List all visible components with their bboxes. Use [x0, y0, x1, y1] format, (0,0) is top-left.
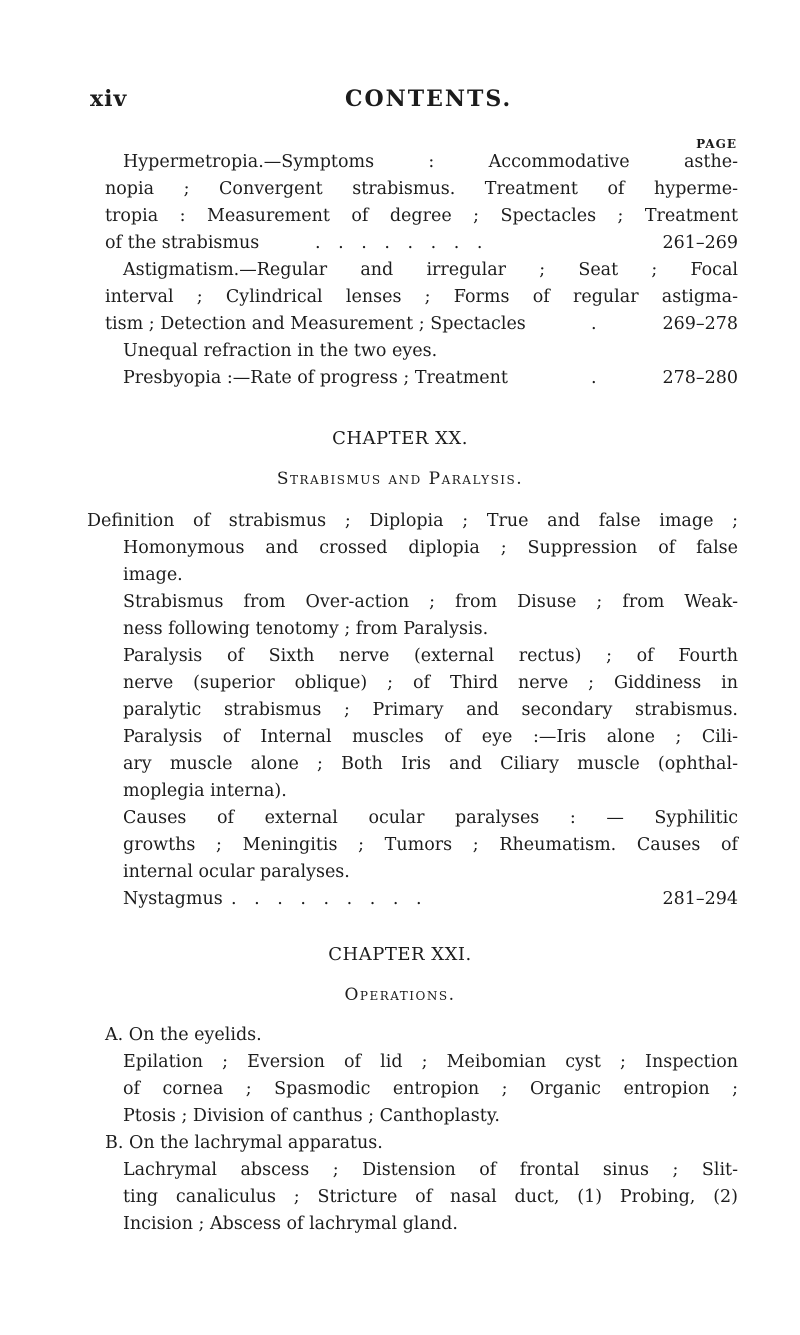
toc-line: ting canaliculus ; Stricture of nasal duct, (1) Probing, (2) — [123, 1187, 738, 1207]
page-range: 281–294 — [662, 889, 738, 909]
toc-line: Lachrymal abscess ; Distension of frontal sinus ; Slit- — [123, 1160, 738, 1180]
toc-line: Strabismus from Over-action ; from Disuse ; from Weak- — [123, 592, 738, 612]
toc-line: internal ocular paralyses. — [123, 862, 350, 882]
leader-dots: . — [591, 314, 597, 334]
toc-line: ness following tenotomy ; from Paralysis. — [123, 619, 489, 639]
toc-line: tropia : Measurement of degree ; Spectacles ; Treatment — [105, 206, 738, 226]
toc-entry — [105, 311, 738, 338]
toc-entry-text: Presbyopia :—Rate of progress ; Treatment — [123, 368, 508, 388]
leader-dots: . . . . . . . . — [315, 233, 489, 253]
toc-line: Ptosis ; Division of canthus ; Canthoplasty. — [123, 1106, 500, 1126]
leader-dots: . . . . . . . . . — [231, 889, 428, 909]
page-number: xiv — [90, 86, 128, 112]
leader-dots: . — [591, 368, 597, 388]
toc-line: image. — [123, 565, 183, 585]
toc-line: Paralysis of Internal muscles of eye :—Iris alone ; Cili- — [123, 727, 738, 747]
toc-line: Hypermetropia.—Symptoms : Accommodative asthe- — [123, 152, 738, 172]
section-heading: A. On the eyelids. — [105, 1025, 262, 1045]
toc-entry — [105, 230, 738, 257]
chapter-subtitle: Strabismus and Paralysis. — [276, 469, 524, 489]
toc-line: growths ; Meningitis ; Tumors ; Rheumatism. Causes of — [123, 835, 738, 855]
running-header — [90, 86, 740, 116]
toc-line: Epilation ; Eversion of lid ; Meibomian cyst ; Inspection — [123, 1052, 738, 1072]
toc-entry-text: of the strabismus — [105, 233, 260, 253]
toc-line: moplegia interna). — [123, 781, 287, 801]
toc-line: Incision ; Abscess of lachrymal gland. — [123, 1214, 458, 1234]
page-range: 261–269 — [662, 233, 738, 253]
toc-entry — [123, 886, 738, 913]
toc-line: Causes of external ocular paralyses : — Syphilitic — [123, 808, 738, 828]
chapter-heading: CHAPTER XX. — [332, 428, 468, 449]
toc-line: nopia ; Convergent strabismus. Treatment of hyperme- — [105, 179, 738, 199]
toc-entry-text: tism ; Detection and Measurement ; Spectacles — [105, 314, 526, 334]
toc-line: Definition of strabismus ; Diplopia ; True and false image ; — [87, 511, 738, 531]
toc-line: Paralysis of Sixth nerve (external rectus) ; of Fourth — [123, 646, 738, 666]
toc-line: of cornea ; Spasmodic entropion ; Organic entropion ; — [123, 1079, 738, 1099]
toc-entry-text: Nystagmus — [123, 889, 223, 909]
page-title: CONTENTS. — [345, 86, 513, 112]
toc-line: Unequal refraction in the two eyes. — [123, 341, 438, 361]
page-range: 269–278 — [662, 314, 738, 334]
page-column-label: PAGE — [696, 137, 737, 151]
chapter-subtitle: Operations. — [344, 985, 456, 1005]
toc-line: ary muscle alone ; Both Iris and Ciliary muscle (ophthal- — [123, 754, 738, 774]
toc-line: Astigmatism.—Regular and irregular ; Seat ; Focal — [123, 260, 738, 280]
toc-line: nerve (superior oblique) ; of Third nerve ; Giddiness in — [123, 673, 738, 693]
toc-entry — [123, 365, 738, 392]
toc-line: Homonymous and crossed diplopia ; Suppression of false — [123, 538, 738, 558]
toc-line: interval ; Cylindrical lenses ; Forms of regular astigma- — [105, 287, 738, 307]
page-range: 278–280 — [662, 368, 738, 388]
section-heading: B. On the lachrymal apparatus. — [105, 1133, 383, 1153]
chapter-heading: CHAPTER XXI. — [328, 944, 472, 965]
toc-line: paralytic strabismus ; Primary and secondary strabismus. — [123, 700, 738, 720]
